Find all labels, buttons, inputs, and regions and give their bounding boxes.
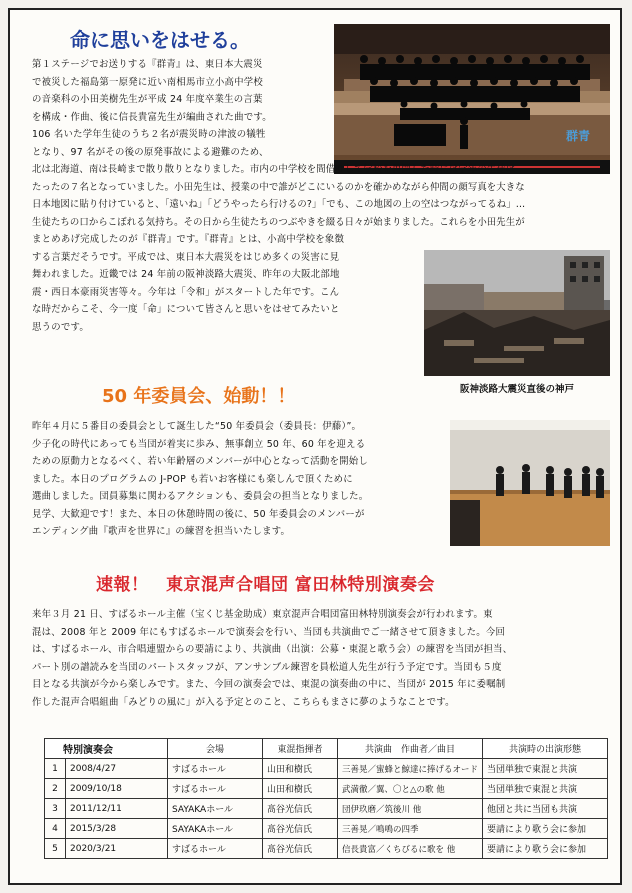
s3-line: は、すばるホール、市合唱連盟からの要請により、共演曲（出演：公募・東混と歌う会）の練習を当団が担当、 [32, 644, 513, 655]
col-conductor: 東混指揮者 [263, 739, 338, 759]
table-row [45, 759, 608, 779]
row-piece: 三善晃／鳴鳴の四季 [338, 819, 483, 839]
row-date: 2008/4/27 [66, 759, 168, 779]
row-conductor: 髙谷光信氏 [263, 819, 338, 839]
col-venue: 会場 [168, 739, 263, 759]
section3-body [32, 606, 612, 711]
s1-line: まとめあげ完成したのが『群青』です。『群青』とは、小高中学校を象徴 [32, 234, 345, 245]
row-piece: 三善晃／蜜蜂と鯨達に捧げるオード [338, 759, 483, 779]
row-venue: SAYAKAホール [168, 819, 263, 839]
s3-line: 作した混声合唱組曲「みどりの風に」が入る予定とのこと、こちらもまさに夢のようなことです。 [32, 696, 455, 708]
s2-line: 見学、大歓迎です！また、本日の休憩時間の後に、50 年委員会のメンバーが [32, 508, 365, 520]
s1-line: で被災した福島第一原発に近い南相馬市立小高中学校 [32, 76, 264, 88]
s1-line: 震・西日本豪雨災害等々。今年は「令和」がスタートした年です。こん [32, 286, 340, 298]
s2-line: ための原動力となるべく、若い年齢層のメンバーが中心となって活動を開始し [32, 456, 369, 467]
s1-line: 舞われました。近畿では 24 年前の阪神淡路大震災、昨年の大阪北部地 [32, 269, 340, 280]
newsletter-page [8, 8, 622, 885]
s1-line: 生徒たちの口からこぼれる気持ち。その日から生徒たちのつぶやきを綴る日々が始まりました。これらを小田先生が [32, 216, 525, 228]
s1-line: となり、97 名がその後の原発事故による避難のため、 [32, 146, 269, 158]
s1-line: な時だからこそ、今一度「命」について皆さんと思いをはせてみたいと [32, 304, 340, 315]
row-date: 2020/3/21 [66, 839, 168, 859]
concert-history-table [44, 738, 608, 859]
s2-line: エンディング曲『歌声を世界に』の練習を担当いたします。 [32, 526, 291, 537]
row-form: 要請により歌う会に参加 [483, 839, 608, 859]
table-row [45, 779, 608, 799]
s1-line: 北は北海道、南は長崎まで散り散りとなりました。市内の中学校を間借りして学校を再開した時には学年の生徒は [32, 164, 516, 175]
section1-title: 命に思いをはせる。 [70, 28, 250, 52]
row-venue: すばるホール [168, 779, 263, 799]
row-number: 1 [45, 759, 66, 779]
s3-line: 目となる共演が今から楽しみです。また、今回の演奏会では、東混の演奏曲の中に、当団が 2015 年に委嘱制 [32, 679, 506, 690]
rehearsal-photo [450, 420, 610, 546]
row-number: 3 [45, 799, 66, 819]
s1-line: 日本地図に貼り付けていると、「遠いね」「どうやったら行けるの?」「でも、この地図の上の空はつながってるね」… [32, 199, 526, 210]
row-venue: すばるホール [168, 839, 263, 859]
row-conductor: 山田和樹氏 [263, 779, 338, 799]
s2-line: 選曲しました。団員募集に関わるアクションも、委員会の担当となりました。 [32, 491, 369, 502]
table-row [45, 799, 608, 819]
row-form: 要請により歌う会に参加 [483, 819, 608, 839]
row-venue: SAYAKAホール [168, 799, 263, 819]
row-form: 他団と共に当団も共演 [483, 799, 608, 819]
s1-line: 思うのです。 [32, 321, 89, 333]
col-concert: 特別演奏会 [45, 739, 168, 759]
section3-title: 速報！ 東京混声合唱団 富田林特別演奏会 [96, 575, 435, 595]
row-conductor: 髙谷光信氏 [263, 839, 338, 859]
section2-body [32, 418, 442, 541]
s2-line: 昨年４月に５番目の委員会として誕生した“50 年委員会（委員長：伊藤）”。 [32, 421, 362, 432]
row-piece: 信長貴富／くちびるに歌を 他 [338, 839, 483, 859]
s1-line: 106 名いた学年生徒のうち２名が震災時の津波の犠牲 [32, 129, 266, 140]
col-form: 共演時の出演形態 [483, 739, 608, 759]
s3-line: 混は、2008 年と 2009 年にもすばるホールで演奏会を行い、当団も共演曲でご一緒させて頂きました。今回 [32, 626, 506, 638]
photo-overlay-text: 群青 [566, 129, 591, 143]
table-row [45, 819, 608, 839]
s1-line: を構成・作曲、後に信長貴富先生が編曲された曲です。 [32, 111, 272, 123]
section1-intro [32, 56, 332, 161]
kobe-earthquake-photo [424, 250, 610, 376]
s1-line: の音楽科の小田美樹先生が平成 24 年度卒業生の言葉 [32, 94, 263, 105]
row-piece: 団伊玖磨／筑後川 他 [338, 799, 483, 819]
row-venue: すばるホール [168, 759, 263, 779]
kobe-photo-caption: 阪神淡路大震災直後の神戸 [459, 384, 574, 395]
s2-line: 少子化の時代にあっても当団が着実に歩み、無事創立 50 年、60 年を迎える [32, 438, 366, 450]
s2-line: ました。本日のプログラムの J-POP も若いお客様にも楽しんで頂くために [32, 473, 353, 485]
row-number: 2 [45, 779, 66, 799]
row-date: 2009/10/18 [66, 779, 168, 799]
row-number: 5 [45, 839, 66, 859]
row-conductor: 髙谷光信氏 [263, 799, 338, 819]
section1-body-full [32, 161, 612, 231]
row-piece: 武満徹／翼、〇と△の歌 他 [338, 779, 483, 799]
section2-title: 50 年委員会、始動！！ [102, 386, 296, 407]
row-number: 4 [45, 819, 66, 839]
row-form: 当団単独で東混と共演 [483, 779, 608, 799]
table-header-row [45, 739, 608, 759]
s3-line: パート別の譜読みを当団のパートスタッフが、アンサンブル練習を員松道人先生が行う予定です。当団も５度 [32, 661, 502, 673]
s1-line: 第１ステージでお送りする『群青』は、東日本大震災 [32, 59, 263, 70]
col-piece: 共演曲 作曲者／曲目 [338, 739, 483, 759]
table-row [45, 839, 608, 859]
s3-line: 来年３月 21 日、すばるホール主催（宝くじ基金助成）東京混声合唱団富田林特別演奏会が行われます。東 [32, 609, 493, 620]
s1-line: たったの７名となっていました。小田先生は、授業の中で誰がどこにいるのかを確かめながら仲間の顔写真を大きな [32, 181, 525, 193]
row-date: 2011/12/11 [66, 799, 168, 819]
row-date: 2015/3/28 [66, 819, 168, 839]
choir-performance-photo [334, 24, 610, 174]
row-conductor: 山田和樹氏 [263, 759, 338, 779]
s1-line: する言葉だそうです。平成では、東日本大震災をはじめ多くの災害に見 [32, 251, 340, 263]
section1-body-narrow [32, 231, 422, 336]
row-form: 当団単独で東混と共演 [483, 759, 608, 779]
